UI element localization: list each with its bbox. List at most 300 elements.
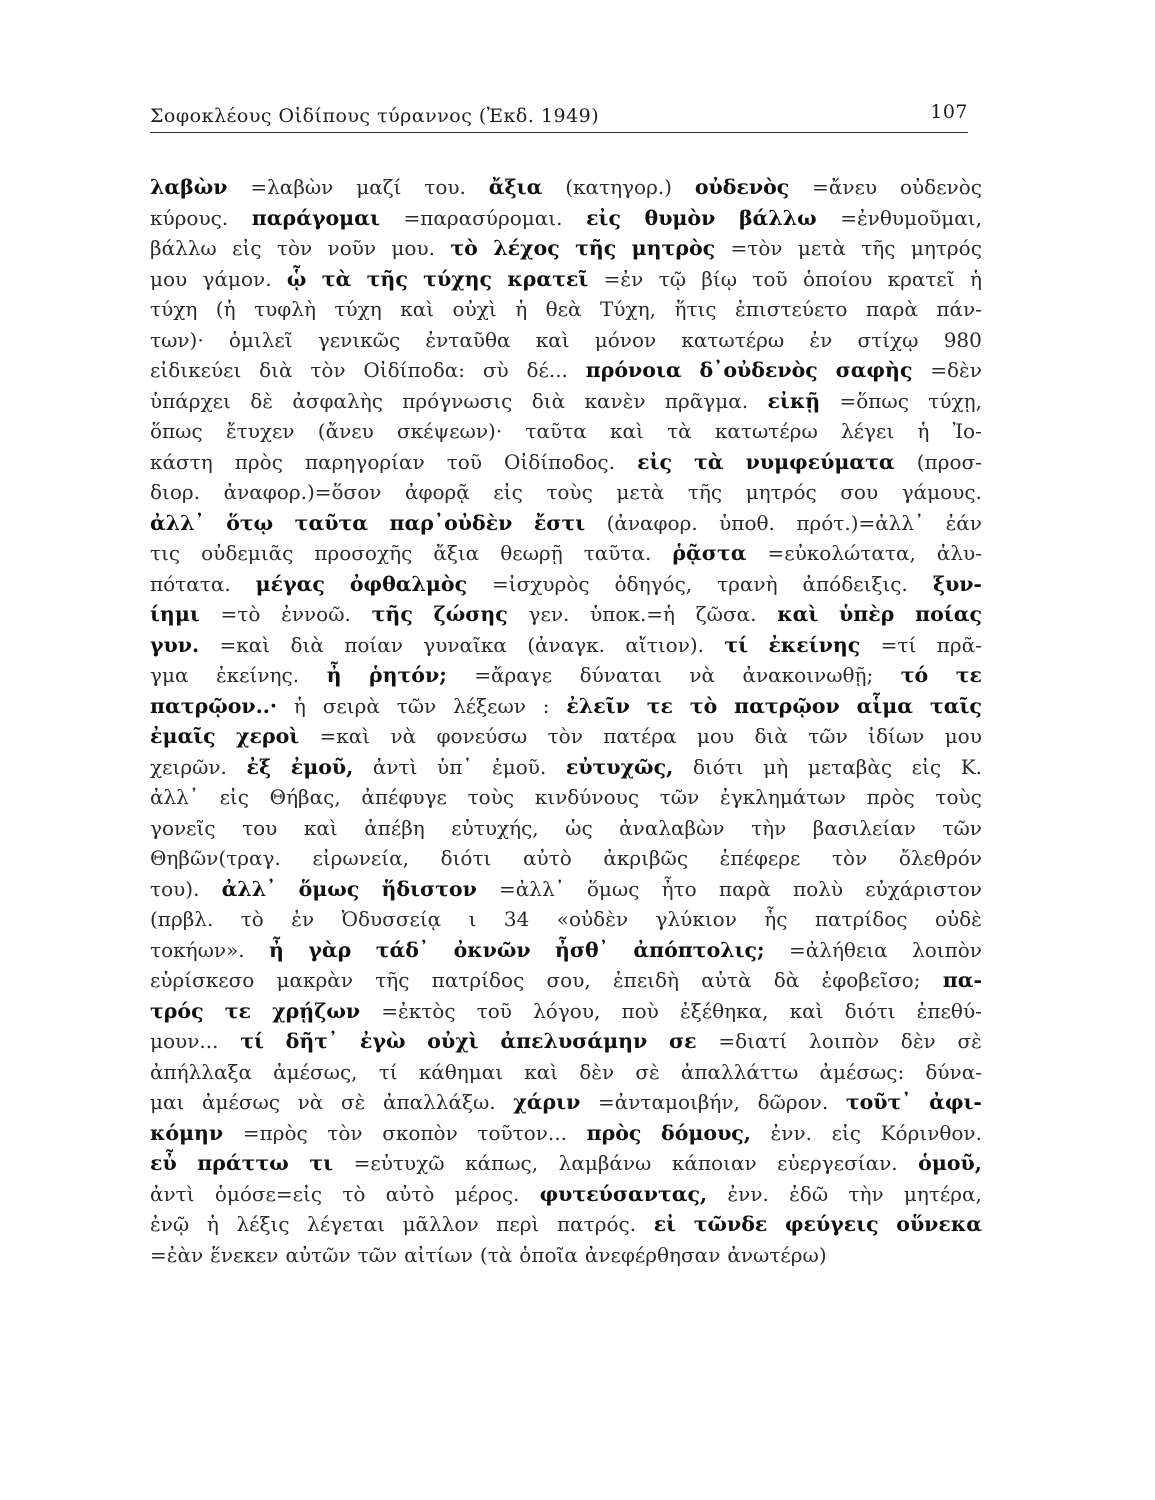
gloss-text: ἀπαλλάξω. xyxy=(382,1090,496,1114)
header-title: Σοφοκλέους Οἰδίπους τύραννος (Ἐκδ. 1949) xyxy=(150,105,600,127)
lemma-text: χεροὶ xyxy=(236,724,300,748)
gloss-text: περὶ xyxy=(496,1212,540,1236)
lemma-text: κόμην xyxy=(150,1120,224,1145)
lemma-text: ταῦτα xyxy=(294,510,369,535)
gloss-text: ἀσφαλὴς xyxy=(292,388,383,413)
lemma-text: θυμὸν xyxy=(644,205,716,230)
gloss-text: νὰ xyxy=(297,1090,324,1114)
lemma-text: ἐμαῖς xyxy=(150,724,216,748)
gloss-text: αὐτὰ xyxy=(701,968,752,992)
gloss-text: ἐνταῦθα xyxy=(425,327,511,352)
text-line xyxy=(150,843,982,874)
lemma-text: ἀφι- xyxy=(929,1090,982,1114)
gloss-text: =εὐκολώτατα, xyxy=(767,541,916,565)
gloss-text: (ἀναφορ. xyxy=(606,510,698,535)
gloss-text: στίχῳ xyxy=(857,327,919,352)
gloss-text: τις xyxy=(150,541,181,565)
gloss-text: οὐδεμιᾶς xyxy=(201,541,294,565)
gloss-text: τοὺς xyxy=(467,785,515,809)
gloss-text: πολὺ xyxy=(793,876,844,901)
lemma-text: τὰ xyxy=(694,449,724,474)
gloss-text: τοὺς xyxy=(546,480,593,504)
gloss-text: (ἀναγκ. xyxy=(527,632,606,657)
gloss-text: (πρβλ. xyxy=(150,907,214,931)
text-line xyxy=(150,904,982,935)
gloss-text: εἰς xyxy=(911,754,942,779)
gloss-text: σου xyxy=(840,480,879,504)
gloss-text: κατωτέρω xyxy=(714,419,818,443)
gloss-text: εὐεργεσίαν. xyxy=(777,1151,898,1175)
gloss-text: =ἐὰν xyxy=(150,1242,204,1267)
lemma-text: ταῖς xyxy=(929,693,982,718)
lemma-text: σαφὴς xyxy=(835,358,913,382)
lemma-text: πατρῷον..· xyxy=(150,693,278,718)
lemma-text: ἄξια xyxy=(488,175,543,199)
gloss-text: ἀναλαβὼν xyxy=(619,815,725,840)
lemma-text: βάλλω xyxy=(738,205,817,230)
gloss-text: ἀντὶ xyxy=(150,1181,195,1206)
gloss-text: (τὰ xyxy=(479,1242,513,1267)
lemma-text: τοῦτ᾽ xyxy=(845,1090,912,1114)
gloss-text: μᾶλλον xyxy=(402,1212,479,1236)
gloss-text: μαι xyxy=(150,1090,185,1114)
gloss-text: (ἡ xyxy=(215,297,236,321)
gloss-text: ἡ xyxy=(969,266,982,291)
lemma-text: τε xyxy=(646,693,673,718)
gloss-text: πάν- xyxy=(936,297,982,321)
gloss-text: =ὅπως xyxy=(839,388,909,413)
gloss-text: κρατεῖ xyxy=(887,266,955,291)
gloss-text: ἔτυχεν xyxy=(225,419,295,443)
gloss-text: Τύχη, xyxy=(600,297,656,321)
text-line xyxy=(150,1179,982,1210)
lemma-text: τι xyxy=(309,1151,334,1175)
gloss-text: αἰτίων xyxy=(404,1242,473,1267)
gloss-text: γονεῖς xyxy=(150,815,216,840)
lemma-text: οὐχὶ xyxy=(427,1029,479,1053)
text-line xyxy=(150,813,982,844)
text-line xyxy=(150,1118,982,1149)
gloss-text: δύναται xyxy=(579,663,662,687)
gloss-text: ἰδίων xyxy=(868,724,925,748)
lemma-text: οὕνεκα xyxy=(896,1212,982,1236)
gloss-text: τὸν xyxy=(547,724,583,748)
gloss-text: ἐνν. xyxy=(770,1120,812,1145)
gloss-text: τὸν xyxy=(310,358,346,382)
gloss-text: γενικῶς xyxy=(317,327,401,352)
gloss-text: ποίαν xyxy=(344,632,403,657)
text-line xyxy=(150,1087,982,1118)
gloss-text: ἀνεφέρθησαν xyxy=(584,1242,721,1267)
gloss-text: ὁμιλεῖ xyxy=(228,327,293,352)
gloss-text: «οὐδὲν xyxy=(556,907,629,931)
gloss-text: χειρῶν. xyxy=(150,754,227,779)
lemma-text: τῆς xyxy=(371,602,413,626)
lemma-text: τί xyxy=(240,1029,264,1053)
gloss-text: 34 xyxy=(503,907,530,931)
gloss-text: παρὰ xyxy=(865,297,918,321)
gloss-text: των)· xyxy=(150,327,204,352)
gloss-text: =πρὸς xyxy=(242,1120,308,1145)
gloss-text: καὶ xyxy=(789,998,824,1023)
lemma-text: ἐγὼ xyxy=(360,1029,406,1053)
gloss-text: μου. xyxy=(391,236,435,260)
gloss-text: λέξεων xyxy=(453,693,526,718)
gloss-text: τῷ xyxy=(658,266,687,291)
gloss-text: ταῦτα. xyxy=(583,541,652,565)
gloss-text: τῶν xyxy=(396,693,437,718)
gloss-text: ἀναφορ.)=ὅσον xyxy=(223,480,382,504)
gloss-text: νὰ xyxy=(689,663,716,687)
page-number: 107 xyxy=(930,101,968,123)
gloss-text: =ἐκτὸς xyxy=(381,998,456,1023)
gloss-text: ἦτο xyxy=(661,876,697,901)
gloss-text: του xyxy=(242,815,278,840)
gloss-text: τοκήων». xyxy=(150,937,245,962)
gloss-text: βάλλω xyxy=(150,236,217,260)
gloss-text: κύρους. xyxy=(150,205,229,230)
gloss-text: ἀπαλλάττω xyxy=(680,1059,799,1084)
gloss-text: =καὶ xyxy=(319,724,371,748)
text-line xyxy=(150,660,982,691)
lemma-text: μητρὸς xyxy=(631,236,716,260)
lemma-text: ὅμως xyxy=(298,876,360,901)
gloss-text: (κατηγορ.) xyxy=(565,175,672,199)
gloss-text: =ἰσχυρὸς xyxy=(492,571,590,596)
gloss-text: =εὐτυχῶ xyxy=(353,1151,445,1175)
gloss-text: =ἄραγε xyxy=(474,663,553,687)
gloss-text: δῶρον. xyxy=(757,1090,829,1114)
lemma-text: ίημι xyxy=(150,602,200,626)
gloss-text: ἀμέσως, xyxy=(273,1059,358,1084)
gloss-text: διότι xyxy=(844,998,896,1023)
gloss-text: ἡ xyxy=(206,1212,219,1236)
text-line xyxy=(150,203,982,234)
gloss-text: ἀπέφυγε xyxy=(361,785,447,809)
lemma-text: ζώσης xyxy=(433,602,508,626)
gloss-text: πρότ.)=ἀλλ᾽ xyxy=(796,510,925,535)
text-line xyxy=(150,508,982,539)
gloss-text: ἀλλ᾽ xyxy=(150,785,199,809)
gloss-text: μου xyxy=(696,724,735,748)
gloss-text: βασιλείαν xyxy=(812,815,916,840)
gloss-text: λέγει xyxy=(840,419,895,443)
gloss-text: εἰδικεύει xyxy=(150,358,242,382)
gloss-text: κανὲν xyxy=(584,388,646,413)
lemma-text: χρῄζων xyxy=(272,998,361,1023)
gloss-text: ταῦτα xyxy=(525,419,587,443)
gloss-text: διότι xyxy=(692,754,744,779)
gloss-text: τὴν xyxy=(848,1181,884,1206)
gloss-text: ὁποῖα xyxy=(519,1242,578,1267)
gloss-text: ἐφοβεῖσο; xyxy=(821,968,921,992)
gloss-text: εὐχάριστον xyxy=(865,876,982,901)
gloss-text: σὲ xyxy=(635,1059,660,1084)
text-line xyxy=(150,935,982,966)
lemma-text: ᾧ xyxy=(286,266,307,291)
gloss-text: ἡ xyxy=(515,297,528,321)
lemma-text: ὀκνῶν xyxy=(453,937,531,962)
text-line xyxy=(150,1209,982,1240)
text-line xyxy=(150,782,982,813)
gloss-text: μετὰ xyxy=(616,480,665,504)
gloss-text: γλύκιον xyxy=(655,907,737,931)
lemma-text: ἐλεῖν xyxy=(566,693,630,718)
gloss-text: =ἀλλ᾽ xyxy=(499,876,565,901)
gloss-text: λαμβάνω xyxy=(558,1151,652,1175)
gloss-text: ὄλεθρόν xyxy=(898,846,982,870)
gloss-text: οὐχὶ xyxy=(452,297,497,321)
text-line xyxy=(150,752,982,783)
text-line xyxy=(150,599,982,630)
lemma-text: ῥητόν; xyxy=(368,663,447,687)
gloss-text: γυναῖκα xyxy=(423,632,507,657)
lemma-text: πράττω xyxy=(197,1151,289,1175)
lemma-text: τί xyxy=(724,632,749,657)
lemma-text: δῆτ᾽ xyxy=(285,1029,339,1053)
lemma-text: οὐδενὸς xyxy=(694,175,790,199)
gloss-text: μου xyxy=(150,266,188,291)
gloss-text: ἐκείνης. xyxy=(215,663,300,687)
gloss-text: φονεύσω xyxy=(436,724,528,748)
gloss-text: πρᾶγμα. xyxy=(664,388,749,413)
gloss-text: πρᾶ- xyxy=(936,632,982,657)
gloss-text: ζῶσα. xyxy=(695,602,757,626)
gloss-text: Θηβῶν(τραγ. xyxy=(150,846,281,870)
gloss-text: εἰς xyxy=(493,480,523,504)
gloss-text: καὶ xyxy=(524,1059,559,1084)
gloss-text: λέγεται xyxy=(307,1212,385,1236)
gloss-text: διὰ xyxy=(290,632,324,657)
lemma-text: καὶ xyxy=(777,602,819,626)
gloss-text: τῶν xyxy=(942,815,982,840)
lemma-text: πρόνοια xyxy=(585,358,682,382)
lemma-text: ὁμοῦ, xyxy=(918,1151,982,1175)
gloss-text: ἀλυ- xyxy=(936,541,982,565)
gloss-text: τὰ xyxy=(667,419,692,443)
gloss-text: =λαβὼν xyxy=(250,175,334,199)
lemma-text: τὸ xyxy=(689,693,718,718)
gloss-text: εὑρίσκεσο xyxy=(150,968,255,992)
gloss-text: Οἰδίποδος. xyxy=(504,449,615,474)
gloss-text: τὸν xyxy=(276,236,313,260)
lemma-text: ἦσθ᾽ xyxy=(554,937,609,962)
gloss-text: πρόγνωσις xyxy=(402,388,513,413)
gloss-text: =ἐνθυμοῦμαι, xyxy=(840,205,982,230)
gloss-text: τῆς xyxy=(687,480,723,504)
gloss-text: ἀμέσως xyxy=(201,1090,281,1114)
text-line xyxy=(150,447,982,478)
gloss-text: μὴ xyxy=(763,754,789,779)
gloss-text: διότι xyxy=(440,846,492,870)
gloss-text: αὐτὸ xyxy=(522,846,572,870)
lemma-text: εἰκῇ xyxy=(767,388,821,413)
lemma-text: ὅτῳ xyxy=(226,510,274,535)
gloss-text: μέρος. xyxy=(454,1181,520,1206)
lemma-text: ἔστι xyxy=(533,510,586,535)
lemma-text: εὖ xyxy=(150,1151,177,1175)
gloss-text: ἐγκλημάτων xyxy=(719,785,846,809)
lemma-text: ἐκείνης xyxy=(768,632,861,657)
text-line xyxy=(150,1148,982,1179)
gloss-text: μόνον xyxy=(594,327,657,352)
gloss-text: του. xyxy=(424,175,466,199)
gloss-text: καὶ xyxy=(609,419,644,443)
text-line xyxy=(150,721,982,752)
gloss-text: τοῦτον... xyxy=(477,1120,567,1145)
gloss-text: πότατα. xyxy=(150,571,231,596)
text-line xyxy=(150,264,982,295)
lemma-text: γυν. xyxy=(150,632,200,657)
lemma-text: παράγομαι xyxy=(251,205,380,230)
gloss-text: ὅμως xyxy=(586,876,640,901)
gloss-text: μητρός xyxy=(910,236,982,260)
gloss-text: οὐδενὸς xyxy=(899,175,982,199)
gloss-text: βίῳ xyxy=(701,266,738,291)
gloss-text: καὶ xyxy=(303,815,338,840)
text-line xyxy=(150,630,982,661)
gloss-text: γμα xyxy=(150,663,189,687)
gloss-text: αὐτῶν xyxy=(285,1242,351,1267)
gloss-text: οὐδὲ xyxy=(934,907,982,931)
gloss-text: τοῦ xyxy=(446,449,482,474)
gloss-text: σκοπὸν xyxy=(382,1120,458,1145)
gloss-text: ἀνακοινωθῇ; xyxy=(742,663,874,687)
gloss-text: (ἄνευ xyxy=(317,419,374,443)
lemma-text: πατρῷον xyxy=(734,693,840,718)
text-line xyxy=(150,233,982,264)
lemma-text: τῆς xyxy=(575,236,617,260)
gloss-text: γάμους. xyxy=(901,480,982,504)
text-line xyxy=(150,294,982,325)
lemma-text: ὀφθαλμὸς xyxy=(349,571,468,596)
gloss-text: θεὰ xyxy=(545,297,582,321)
gloss-text: ἀφορᾷ xyxy=(404,480,470,504)
lemma-text: λαβὼν xyxy=(150,175,228,199)
lemma-text: ὑπὲρ xyxy=(839,602,895,626)
gloss-text: μουν... xyxy=(150,1029,219,1053)
gloss-text: =τὸν xyxy=(730,236,783,260)
gloss-text: Θήβας, xyxy=(269,785,341,809)
gloss-text: ἧς xyxy=(764,907,788,931)
gloss-text: γάμον. xyxy=(202,266,272,291)
lemma-text: ἐμοῦ, xyxy=(290,754,354,779)
gloss-text: τύχη xyxy=(150,297,198,321)
gloss-text: 980 xyxy=(943,327,982,352)
lemma-text: τρός xyxy=(150,998,204,1023)
header-rule xyxy=(150,132,968,133)
gloss-text: Κόρινθον. xyxy=(880,1120,982,1145)
gloss-text: ι xyxy=(468,907,477,931)
lemma-text: κρατεῖ xyxy=(507,266,589,291)
gloss-text: τύχῃ, xyxy=(928,388,982,413)
text-line xyxy=(150,325,982,356)
lemma-text: ἀπόπτολις; xyxy=(633,937,765,962)
gloss-text: ὁμόσε=εἰς xyxy=(214,1181,323,1206)
gloss-text: εἰς xyxy=(219,785,249,809)
lemma-text: τὰ xyxy=(321,266,352,291)
gloss-text: Κ. xyxy=(960,754,982,779)
lemma-text: φεύγεις xyxy=(785,1212,879,1236)
gloss-text: ἀμέσως: xyxy=(819,1059,905,1084)
gloss-text: ἀπέβη xyxy=(364,815,425,840)
gloss-text: τοὺς xyxy=(935,785,982,809)
lemma-text: ἥδιστον xyxy=(381,876,477,901)
gloss-text: ἐν xyxy=(291,907,315,931)
gloss-text: : xyxy=(542,693,550,718)
gloss-text: ὁποίου xyxy=(802,266,873,291)
gloss-text: ἐμοῦ. xyxy=(491,754,547,779)
lemma-text: τε xyxy=(224,998,252,1023)
gloss-text: μου xyxy=(944,724,982,748)
gloss-text: σκέψεων)· xyxy=(397,419,503,443)
gloss-text: τῶν xyxy=(357,1242,398,1267)
gloss-text: ἐδῶ xyxy=(789,1181,829,1206)
gloss-text: Οἰδίποδα: xyxy=(363,358,465,382)
commentary-text xyxy=(150,172,982,1270)
gloss-text: σὲ xyxy=(957,1029,982,1053)
gloss-text: κινδύνους xyxy=(534,785,640,809)
gloss-text: ἡ xyxy=(293,693,306,718)
lemma-text: γὰρ xyxy=(308,937,352,962)
gloss-text: =δὲν xyxy=(930,358,982,382)
lemma-text: δόμους, xyxy=(661,1120,751,1145)
lemma-text: ἀπελυσάμην xyxy=(500,1029,648,1053)
gloss-text: διὰ xyxy=(754,724,788,748)
gloss-text: ὑποθ. xyxy=(719,510,775,535)
gloss-text: Ἰο- xyxy=(952,419,982,443)
gloss-text: =παρασύρομαι. xyxy=(403,205,563,230)
lemma-text: φυτεύσαντας, xyxy=(539,1181,708,1206)
lemma-text: πρὸς xyxy=(586,1120,642,1145)
gloss-text: τῆς xyxy=(375,968,410,992)
gloss-text: =ἄνευ xyxy=(812,175,878,199)
gloss-text: τύχη xyxy=(334,297,382,321)
gloss-text: τοῦ xyxy=(752,266,788,291)
gloss-text: Ὀδυσσείᾳ xyxy=(341,907,442,931)
text-line xyxy=(150,172,982,203)
gloss-text: εἰρωνεία, xyxy=(312,846,409,870)
gloss-text: δέ... xyxy=(526,358,568,382)
lemma-text: ποίας xyxy=(915,602,982,626)
text-line xyxy=(150,996,982,1027)
text-line xyxy=(150,874,982,905)
gloss-text: ἐπιστεύετο xyxy=(735,297,848,321)
gloss-text: ἄξια xyxy=(433,541,480,565)
lemma-text: αἷμα xyxy=(856,693,914,718)
gloss-text: ἕνεκεν xyxy=(210,1242,279,1267)
gloss-text: =τὸ xyxy=(220,602,261,626)
gloss-text: τῆς xyxy=(861,236,896,260)
gloss-text: ἐπειδὴ xyxy=(612,968,680,992)
gloss-text: παρηγορίαν xyxy=(305,449,425,474)
gloss-text: πατρίδος xyxy=(814,907,908,931)
gloss-text: πρὸς xyxy=(866,785,915,809)
gloss-text: ὑπ᾽ xyxy=(437,754,473,779)
text-line xyxy=(150,1240,982,1271)
gloss-text: τὸ xyxy=(342,1181,366,1206)
gloss-text: ἐξέθηκα, xyxy=(680,998,769,1023)
gloss-text: πρὸς xyxy=(234,449,283,474)
gloss-text: τῶν xyxy=(659,785,700,809)
gloss-text: εἰς xyxy=(831,1120,861,1145)
lemma-text: τό xyxy=(900,663,929,687)
gloss-text: μετὰ xyxy=(797,236,846,260)
gloss-text: ἀνωτέρω) xyxy=(727,1242,827,1267)
gloss-text: δὲν xyxy=(579,1059,615,1084)
gloss-text: τυφλὴ xyxy=(254,297,316,321)
text-line xyxy=(150,1026,982,1057)
